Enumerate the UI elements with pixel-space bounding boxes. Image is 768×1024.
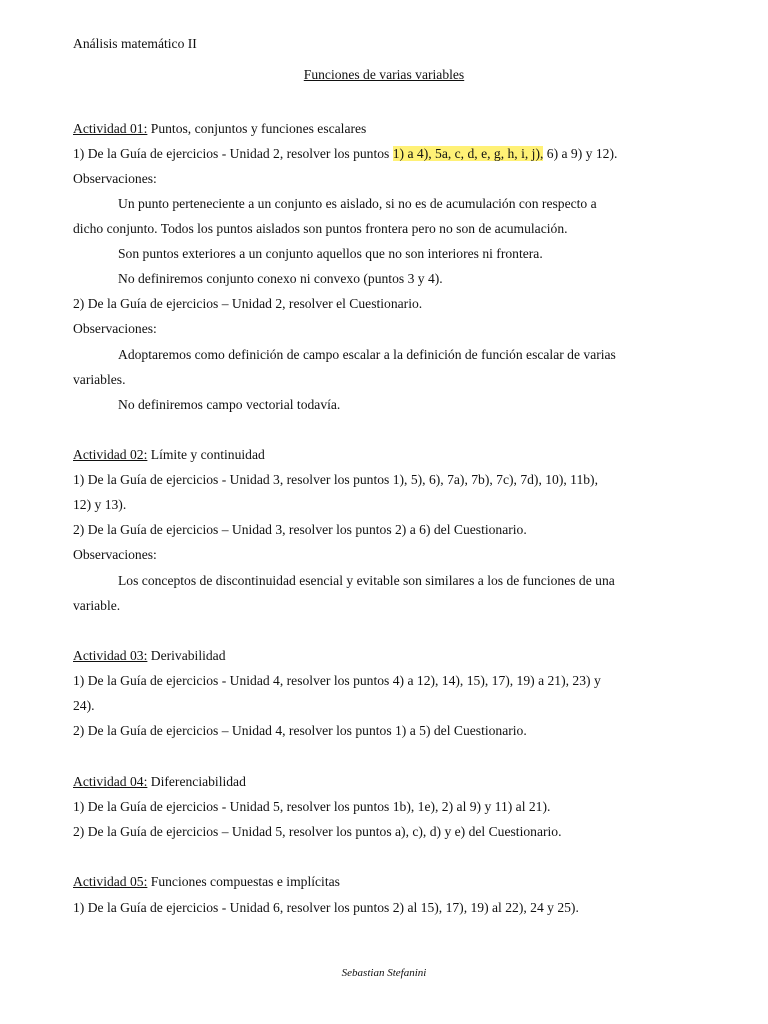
activity-01-name: Puntos, conjuntos y funciones escalares: [147, 121, 367, 136]
activity-01-item-1: [73, 145, 617, 163]
observation-text: Los conceptos de discontinuidad esencial y evitable son similares a los de funciones de una: [118, 573, 615, 588]
activity-03-item-2: 2) De la Guía de ejercicios – Unidad 4, resolver los puntos 1) a 5) del Cuestionario.: [73, 723, 527, 738]
activity-03-name: Derivabilidad: [147, 648, 226, 663]
observation-text: Un punto perteneciente a un conjunto es aislado, si no es de acumulación con respecto a: [118, 196, 597, 211]
activity-01-item-1-post: 6) a 9) y 12).: [543, 146, 618, 161]
activity-04-item-1: 1) De la Guía de ejercicios - Unidad 5, resolver los puntos 1b), 1e), 2) al 9) y 11) al 21).: [73, 799, 551, 814]
document-title: Funciones de varias variables: [303, 67, 465, 82]
activity-04-name: Diferenciabilidad: [147, 774, 246, 789]
activity-01-label: Actividad 01:: [73, 121, 148, 136]
course-header: Análisis matemático II: [73, 36, 197, 51]
observation-text: No definiremos conjunto conexo ni convexo (puntos 3 y 4).: [118, 271, 443, 286]
activity-03-heading: [73, 647, 226, 665]
observation-text: variable.: [73, 598, 121, 613]
activity-02-label: Actividad 02:: [73, 447, 148, 462]
activity-03-item-1-cont: 24).: [73, 698, 95, 713]
observations-label: Observaciones:: [73, 171, 157, 186]
activity-03-label: Actividad 03:: [73, 648, 148, 663]
activity-01-heading: [73, 120, 366, 138]
activity-04-label: Actividad 04:: [73, 774, 148, 789]
activity-05-label: Actividad 05:: [73, 874, 148, 889]
observation-text: dicho conjunto. Todos los puntos aislados son puntos frontera pero no son de acumulación.: [73, 221, 568, 236]
activity-05-heading: [73, 873, 340, 891]
observation-text: No definiremos campo vectorial todavía.: [118, 397, 341, 412]
activity-02-heading: [73, 446, 265, 464]
observations-label: Observaciones:: [73, 547, 157, 562]
observations-label: Observaciones:: [73, 321, 157, 336]
activity-04-item-2: 2) De la Guía de ejercicios – Unidad 5, resolver los puntos a), c), d) y e) del Cuestionario.: [73, 824, 562, 839]
author-footer: Sebastian Stefanini: [341, 967, 427, 979]
activity-02-name: Límite y continuidad: [147, 447, 265, 462]
activity-05-name: Funciones compuestas e implícitas: [147, 874, 340, 889]
highlighted-text: 1) a 4), 5a, c, d, e, g, h, i, j),: [392, 146, 544, 161]
activity-01-item-2: 2) De la Guía de ejercicios – Unidad 2, resolver el Cuestionario.: [73, 296, 423, 311]
observation-text: Son puntos exteriores a un conjunto aquellos que no son interiores ni frontera.: [118, 246, 543, 261]
activity-02-item-1-cont: 12) y 13).: [73, 497, 127, 512]
activity-01-item-1-pre: 1) De la Guía de ejercicios - Unidad 2, resolver los puntos: [73, 146, 393, 161]
observation-text: variables.: [73, 372, 126, 387]
activity-03-item-1: 1) De la Guía de ejercicios - Unidad 4, resolver los puntos 4) a 12), 14), 15), 17), 19) a 21), 23) y: [73, 673, 601, 688]
activity-04-heading: [73, 773, 246, 791]
activity-05-item-1: 1) De la Guía de ejercicios - Unidad 6, resolver los puntos 2) al 15), 17), 19) al 22), 24 y 25).: [73, 900, 579, 915]
observation-text: Adoptaremos como definición de campo escalar a la definición de función escalar de varias: [118, 347, 616, 362]
activity-02-item-1: 1) De la Guía de ejercicios - Unidad 3, resolver los puntos 1), 5), 6), 7a), 7b), 7c), 7d), 10), 11b),: [73, 472, 598, 487]
activity-02-item-2: 2) De la Guía de ejercicios – Unidad 3, resolver los puntos 2) a 6) del Cuestionario.: [73, 522, 527, 537]
